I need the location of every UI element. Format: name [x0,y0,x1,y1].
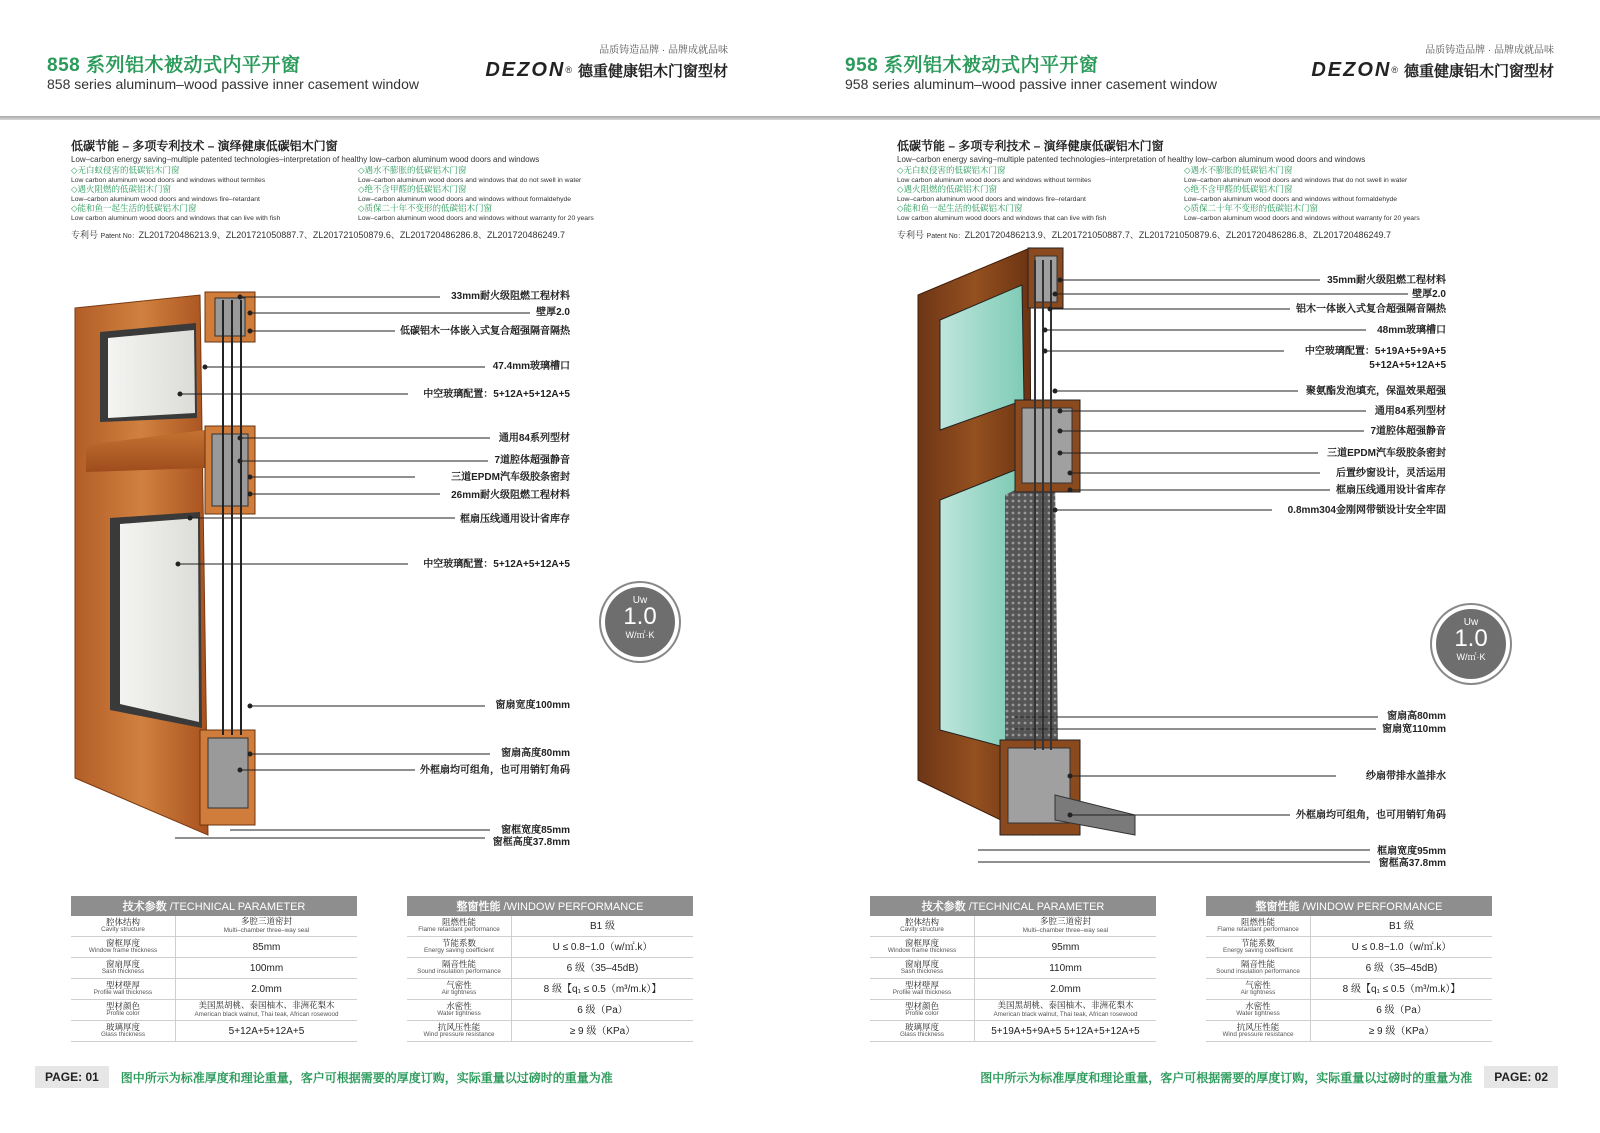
callout: 中空玻璃配置：5+19A+5+9A+5 [1304,346,1446,357]
table-row: 阻燃性能 Flame retardant performance B1 级 [407,916,693,937]
intro-title: 低碳节能 – 多项专利技术 – 演绎健康低碳铝木门窗 [71,139,338,153]
header-divider [0,116,800,120]
footer-note: 图中所示为标准厚度和理论重量，客户可根据需要的厚度订购，实际重量以过磅时的重量为准 [980,1070,1473,1085]
brand-logo [1311,59,1554,81]
callout: 聚氨酯发泡填充，保温效果超强 [1306,386,1446,397]
callout: 通用84系列型材 [498,433,570,444]
table-row: 窗扇厚度 Sash thickness 110mm [870,958,1156,979]
callout: 0.8mm304金刚网带锁设计安全牢固 [1287,505,1446,516]
callout: 5+12A+5+12A+5 [1369,360,1446,371]
table-row: 窗扇厚度 Sash thickness 100mm [71,958,357,979]
callout: 三道EPDM汽车级胶条密封 [1327,448,1446,459]
table-row: 节能系数 Energy saving coefficient U ≤ 0.8~1.0（w/㎡.k） [1206,937,1492,958]
feature-item: ◇质保二十年不变形的低碳铝木门窗 Low–carbon aluminum wood doors and windows without warranty for 20 years [1184,203,1420,222]
callout: 三道EPDM汽车级胶条密封 [451,472,570,483]
callout: 低碳铝木一体嵌入式复合超强隔音隔热 [400,326,570,337]
footer-note: 图中所示为标准厚度和理论重量，客户可根据需要的厚度订购，实际重量以过磅时的重量为准 [120,1070,613,1085]
trademark: ® [1391,65,1398,75]
callout: 窗扇宽度100mm [495,700,570,711]
table-row: 窗框厚度 Window frame thickness 95mm [870,937,1156,958]
uw-badge: Uw 1.0 W/㎡·K [1436,609,1506,679]
intro-block [897,137,1517,241]
table-row: 抗风压性能 Wind pressure resistance ≥ 9 级（KPa） [1206,1021,1492,1042]
page-subtitle: 958 series aluminum–wood passive inner casement window [845,76,1217,92]
feature-item: ◇无白蚁侵害的低碳铝木门窗 Low carbon aluminum wood doors and windows without termites [71,165,266,184]
uw-badge: Uw 1.0 W/㎡·K [605,587,675,657]
feature-item: ◇能和鱼一起生活的低碳铝木门窗 Low carbon aluminum wood doors and windows that can live with fish [71,203,281,222]
header-divider [800,116,1600,120]
brand-slogan: 品质铸造品牌 · 品牌成就品味 [599,45,728,56]
callout: 通用84系列型材 [1374,406,1446,417]
callout: 窗扇高度80mm [501,748,570,759]
page-title: 858 系列铝木被动式内平开窗 [47,55,301,76]
page-title: 958 系列铝木被动式内平开窗 [845,55,1099,76]
brand-wordmark: DEZON [1311,58,1392,81]
callout: 框扇宽度95mm [1377,846,1446,857]
table-row: 气密性 Air tightness 8 级【q₁ ≤ 0.5（m³/m.k）】 [1206,979,1492,1000]
feature-item: ◇绝不含甲醛的低碳铝木门窗 Low–carbon aluminum wood doors and windows without formaldehyde [1184,184,1398,203]
table-row: 型材壁厚 Profile wall thickness 2.0mm [870,979,1156,1000]
callout: 窗框宽度85mm [501,825,570,836]
feature-item: ◇能和鱼一起生活的低碳铝木门窗 Low carbon aluminum wood doors and windows that can live with fish [897,203,1107,222]
feature-list [897,166,1517,224]
brand-name: 德重健康铝木门窗型材 [577,62,728,80]
callout: 框扇压线通用设计省库存 [1336,485,1446,496]
table-row: 水密性 Water tightness 6 级（Pa） [407,1000,693,1021]
intro-subtitle: Low–carbon energy saving–multiple patented technologies–interpretation of healthy low–carbon aluminum wood doors and windows [71,155,540,164]
callout: 后置纱窗设计，灵活运用 [1336,468,1446,479]
page-right [800,0,1600,1133]
page-number: PAGE: 01 [35,1066,109,1088]
callout: 壁厚2.0 [1412,289,1446,300]
trademark: ® [565,65,572,75]
brand-slogan: 品质铸造品牌 · 品牌成就品味 [1425,45,1554,56]
technical-parameter-table: 技术参数 /TECHNICAL PARAMETER 腔体结构 Cavity structure 多腔三道密封 Multi–chamber three–way seal 窗框厚度 Window frame thickness 85mm 窗扇厚度 Sash thickness 100mm 型材壁厚 Profile wall thickness 2.0mm 型材颜色 Profile color 美国黑胡桃、泰国柚木、非洲花梨木 American black walnut, Thai teak, African rosewood 玻璃厚度 Glass thickness 5+12A+5+12A+5 [71,896,357,1042]
callout: 48mm玻璃槽口 [1377,325,1446,336]
patent-numbers: 专利号 Patent No：ZL201720486213.9、ZL201721050887.7、ZL201721050879.6、ZL201720486286.8、ZL201720486249.7 [897,229,1392,240]
callout: 铝木一体嵌入式复合超强隔音隔热 [1296,304,1446,315]
window-section-illustration [800,240,1600,880]
table-row: 窗框厚度 Window frame thickness 85mm [71,937,357,958]
callout: 47.4mm玻璃槽口 [492,361,570,372]
table-row: 气密性 Air tightness 8 级【q₁ ≤ 0.5（m³/m.k）】 [407,979,693,1000]
brand-name: 德重健康铝木门窗型材 [1403,62,1554,80]
page-number: PAGE: 02 [1484,1066,1558,1088]
callout: 窗框高37.8mm [1378,858,1446,869]
footer [35,1066,625,1088]
feature-item: ◇质保二十年不变形的低碳铝木门窗 Low–carbon aluminum wood doors and windows without warranty for 20 years [358,203,594,222]
feature-item: ◇遇水不膨胀的低碳铝木门窗 Low–carbon aluminum wood doors and windows that do not swell in water [1184,165,1408,184]
table-row: 腔体结构 Cavity structure 多腔三道密封 Multi–chamber three–way seal [71,916,357,937]
callout: 中空玻璃配置：5+12A+5+12A+5 [423,559,570,570]
intro-subtitle: Low–carbon energy saving–multiple patented technologies–interpretation of healthy low–carbon aluminum wood doors and windows [897,155,1366,164]
callout: 外框扇均可组角，也可用销钉角码 [1296,810,1446,821]
table-row: 水密性 Water tightness 6 级（Pa） [1206,1000,1492,1021]
table-row: 腔体结构 Cavity structure 多腔三道密封 Multi–chamber three–way seal [870,916,1156,937]
callout: 26mm耐火级阻燃工程材料 [451,490,570,501]
window-performance-table: 整窗性能 /WINDOW PERFORMANCE 阻燃性能 Flame retardant performance B1 级 节能系数 Energy saving coefficient U ≤ 0.8~1.0（w/㎡.k） 隔音性能 Sound insulation performance 6 级（35–45dB) 气密性 Air tightness 8 级【q₁ ≤ 0.5（m³/m.k）】 水密性 Water tightness 6 级（Pa） 抗风压性能 Wind pressure resistance ≥ 9 级（KPa） [407,896,693,1042]
feature-item: ◇无白蚁侵害的低碳铝木门窗 Low carbon aluminum wood doors and windows without termites [897,165,1092,184]
table-row: 玻璃厚度 Glass thickness 5+19A+5+9A+5 5+12A+5+12A+5 [870,1021,1156,1042]
page-subtitle: 858 series aluminum–wood passive inner casement window [47,76,419,92]
brand-wordmark: DEZON [485,58,566,81]
feature-item: ◇遇水不膨胀的低碳铝木门窗 Low–carbon aluminum wood doors and windows that do not swell in water [358,165,582,184]
callout: 框扇压线通用设计省库存 [460,514,570,525]
callout: 壁厚2.0 [536,307,570,318]
table-row: 型材颜色 Profile color 美国黑胡桃、泰国柚木、非洲花梨木 American black walnut, Thai teak, African rosewood [71,1000,357,1021]
table-row: 型材颜色 Profile color 美国黑胡桃、泰国柚木、非洲花梨木 American black walnut, Thai teak, African rosewood [870,1000,1156,1021]
intro-title: 低碳节能 – 多项专利技术 – 演绎健康低碳铝木门窗 [897,139,1164,153]
callout: 外框扇均可组角，也可用销钉角码 [420,765,570,776]
feature-item: ◇遇火阻燃的低碳铝木门窗 Low–carbon aluminum wood doors and windows fire–retardant [71,184,260,203]
table-row: 隔音性能 Sound insulation performance 6 级（35–45dB) [407,958,693,979]
callout: 窗扇宽110mm [1382,724,1446,735]
callout: 7道腔体超强静音 [1370,426,1446,437]
footer [968,1066,1558,1088]
brand-logo [485,59,728,81]
patent-numbers: 专利号 Patent No：ZL201720486213.9、ZL201721050887.7、ZL201721050879.6、ZL201720486286.8、ZL201720486249.7 [71,229,566,240]
feature-item: ◇绝不含甲醛的低碳铝木门窗 Low–carbon aluminum wood doors and windows without formaldehyde [358,184,572,203]
table-row: 玻璃厚度 Glass thickness 5+12A+5+12A+5 [71,1021,357,1042]
technical-parameter-table: 技术参数 /TECHNICAL PARAMETER 腔体结构 Cavity structure 多腔三道密封 Multi–chamber three–way seal 窗框厚度 Window frame thickness 95mm 窗扇厚度 Sash thickness 110mm 型材壁厚 Profile wall thickness 2.0mm 型材颜色 Profile color 美国黑胡桃、泰国柚木、非洲花梨木 American black walnut, Thai teak, African rosewood 玻璃厚度 Glass thickness 5+19A+5+9A+5 5+12A+5+12A+5 [870,896,1156,1042]
callout: 33mm耐火级阻燃工程材料 [451,291,570,302]
callout: 纱扇带排水盖排水 [1366,771,1446,782]
callout: 窗框高度37.8mm [492,837,570,848]
intro-block [71,137,691,241]
table-row: 型材壁厚 Profile wall thickness 2.0mm [71,979,357,1000]
callout: 7道腔体超强静音 [494,455,570,466]
feature-list [71,166,691,224]
table-row: 节能系数 Energy saving coefficient U ≤ 0.8~1.0（w/㎡.k） [407,937,693,958]
callout: 35mm耐火级阻燃工程材料 [1327,275,1446,286]
window-performance-table: 整窗性能 /WINDOW PERFORMANCE 阻燃性能 Flame retardant performance B1 级 节能系数 Energy saving coefficient U ≤ 0.8~1.0（w/㎡.k） 隔音性能 Sound insulation performance 6 级（35–45dB) 气密性 Air tightness 8 级【q₁ ≤ 0.5（m³/m.k）】 水密性 Water tightness 6 级（Pa） 抗风压性能 Wind pressure resistance ≥ 9 级（KPa） [1206,896,1492,1042]
table-row: 隔音性能 Sound insulation performance 6 级（35–45dB) [1206,958,1492,979]
feature-item: ◇遇火阻燃的低碳铝木门窗 Low–carbon aluminum wood doors and windows fire–retardant [897,184,1086,203]
table-row: 阻燃性能 Flame retardant performance B1 级 [1206,916,1492,937]
callout: 中空玻璃配置：5+12A+5+12A+5 [423,389,570,400]
callout: 窗扇高80mm [1387,711,1446,722]
table-row: 抗风压性能 Wind pressure resistance ≥ 9 级（KPa） [407,1021,693,1042]
